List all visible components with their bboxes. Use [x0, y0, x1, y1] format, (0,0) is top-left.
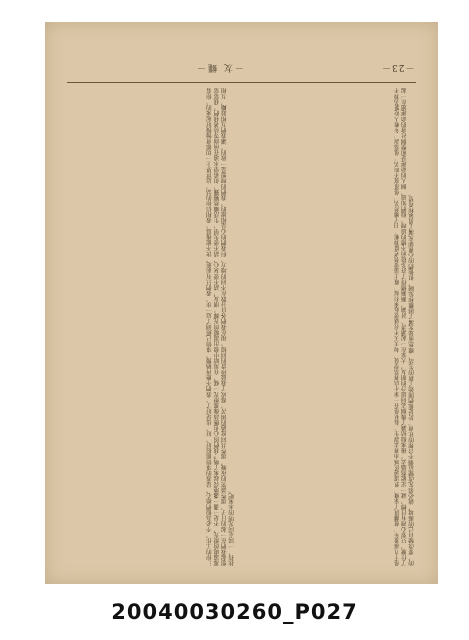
archive-caption: 20040030260_P027 — [111, 600, 358, 624]
text-column-left — [67, 88, 237, 566]
text-column-right — [247, 88, 417, 566]
column-text: …你的工作，不必為他們擔心，是我的事情都很好，好，也是好了。我們不應再猶豫，事情已經到了這一步，我們只有前進，決不能後退。我相信你的話，這世界上一切都會慢慢好起來的。你看那遠處的燈光，不是一盞一盞地亮起來了嗎？我們的心也應該像那燈光一樣，在黑暗中發出溫暖的光輝。朋友，請不要灰心，請不要失望，生活雖然艱難，但希望永遠在前面等待著我們。我常常想起我們在一起的日子，那些談笑的夜晚，那些共同度過的困苦，都成了我最珍貴的回憶。現在我們各自分散在不同的地方，但我們的心是相連的，我們的理想是一致的。讓我們互相鼓勵，互相扶持，一同走向光明的未來吧。 — [206, 88, 236, 566]
page-number: －23－ — [380, 62, 414, 72]
page-header — [45, 22, 438, 84]
header-rule — [67, 82, 416, 83]
scanned-page — [45, 22, 438, 584]
page-body — [67, 88, 416, 566]
column-text: 他十九歲那年，便離開了家鄉，到遙遠的城市裡去謀生。起初他在一家小店裡當學徒，每天天不亮就要起來打掃，晚上還要替老闆算帳。日子雖然苦，他卻從不叫苦。他常說，年輕人吃點苦算不了什麼，只要心裡有目標，就一定能熬過去。後來他結識了幾個志同道合的朋友，大家在一起讀書、討論，漸漸懂得了許多從前不懂的道理。他們知道，個人的命運是和整個社會的命運連在一起的，要改變自己的處境，就必須先改變這個不合理的社會。於是他們開始了新的生活，雖然前途充滿了困難和危險，但他們的心裡卻充滿了勇氣和希望。 — [393, 88, 415, 566]
publication-title: －友 蠅－ — [195, 62, 244, 72]
